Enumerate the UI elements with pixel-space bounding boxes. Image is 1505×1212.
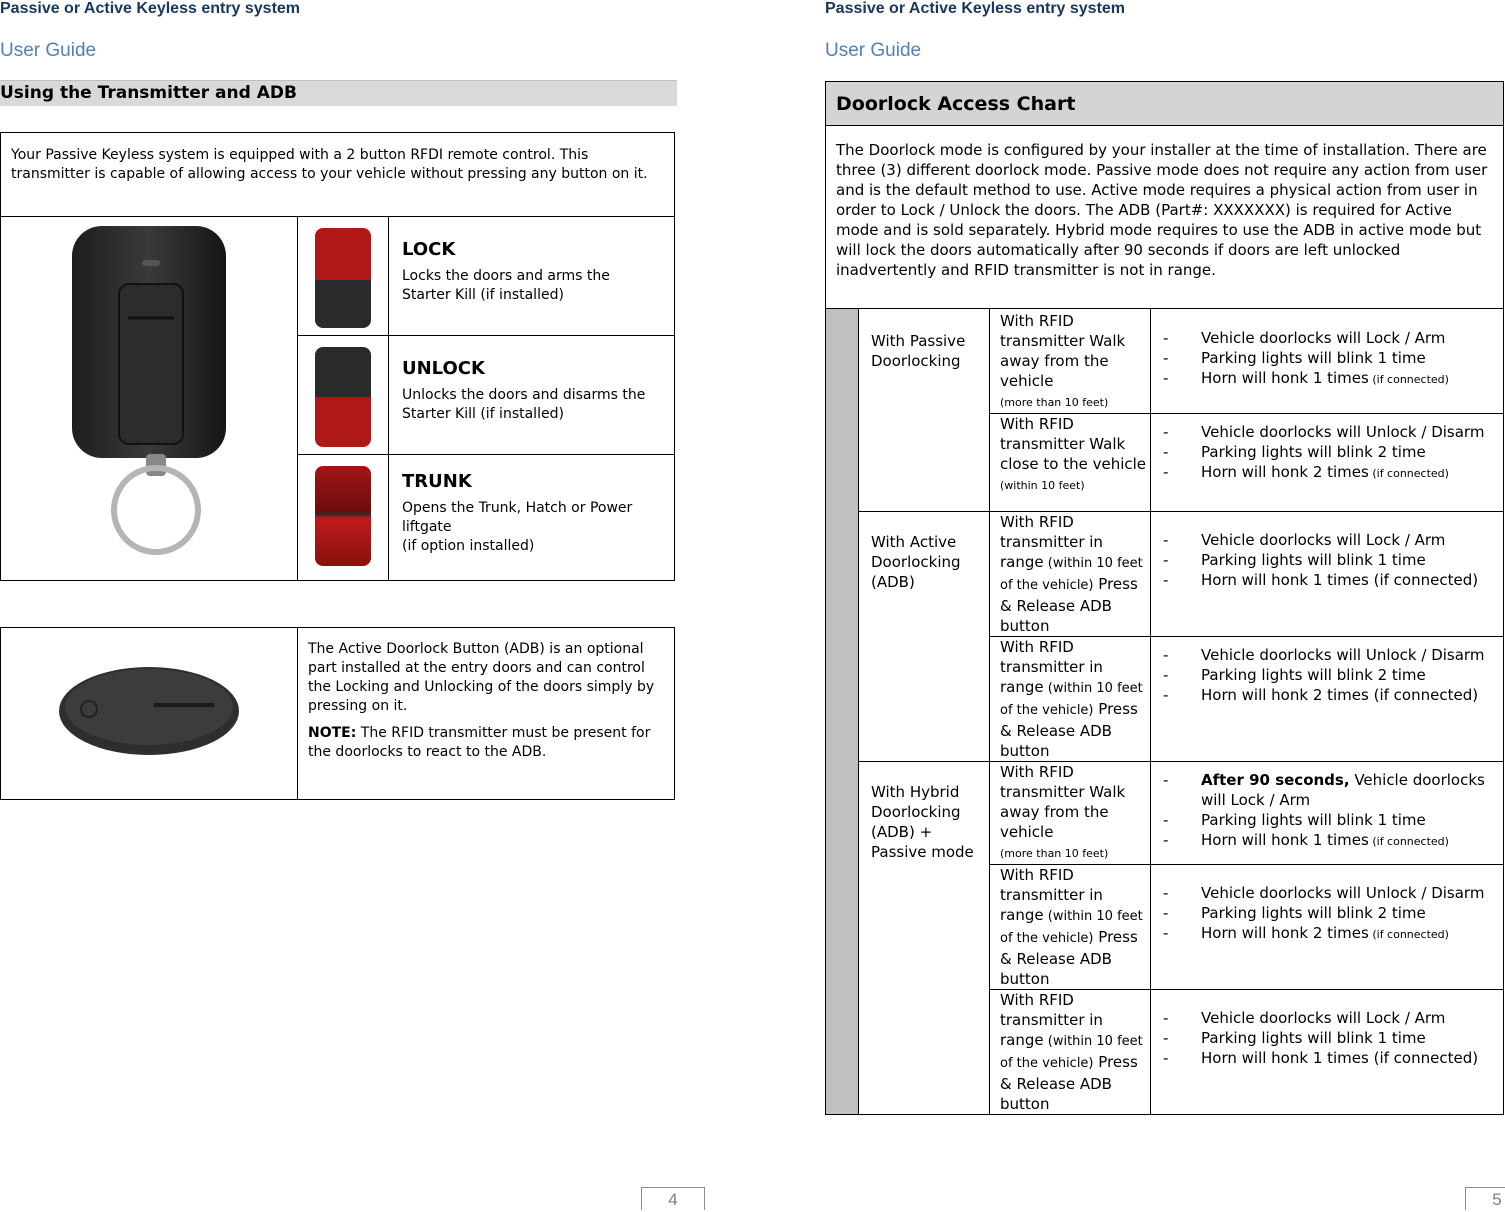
result-item: - Horn will honk 2 times (if connected) (1151, 685, 1499, 705)
key-fob-image (64, 226, 234, 566)
section-title: Using the Transmitter and ADB (0, 80, 677, 106)
mode-hybrid: With Hybrid Doorlocking (ADB) + Passive mode (859, 762, 990, 1115)
adb-description: The Active Doorlock Button (ADB) is an optional part installed at the entry doors and can control the Locking and Unlocking of the doors simply by pressing on it. (308, 641, 655, 714)
result-cell (1151, 512, 1504, 637)
condition-action: Press & Release ADB button (1000, 928, 1138, 988)
condition-action: Press & Release ADB button (1000, 700, 1138, 760)
result-item: - Parking lights will blink 2 time (1151, 665, 1499, 685)
condition-cell (990, 512, 1151, 637)
doorlock-chart (825, 81, 1504, 1115)
condition-cell (990, 309, 1151, 414)
trunk-button-icon (315, 466, 371, 566)
chart-intro: The Doorlock mode is configured by your installer at the time of installation. There are three (3) different doorlock mode. Passive mode does not require any action from user and is the default method to use. Active mode requires a physical action from user in order to Lock / Unlock the doors. The ADB (Part#: XXXXXXX) is required for Active mode and is sold separately. Hybrid mode requires to use the ADB in active mode but will lock the doors automatically after 90 seconds if doors are left unlocked inadvertently and RFID transmitter is not in range. (826, 126, 1504, 309)
condition-cell (990, 865, 1151, 990)
adb-table (0, 627, 675, 800)
mode-active: With Active Doorlocking (ADB) (859, 512, 990, 762)
result-cell (1151, 865, 1504, 990)
result-item: - Horn will honk 1 times (if connected) (1151, 368, 1499, 390)
condition-note: (within 10 feet of the vehicle) (1000, 909, 1143, 946)
result-item: - Horn will honk 1 times (if connected) (1151, 1048, 1499, 1068)
result-item: - Vehicle doorlocks will Lock / Arm (1151, 1008, 1499, 1028)
key-fob-cell (1, 217, 298, 581)
result-item: - Vehicle doorlocks will Unlock / Disarm (1151, 422, 1499, 442)
transmitter-table (0, 132, 675, 581)
intro-text: Your Passive Keyless system is equipped with a 2 button RFDI remote control. This transmitter is capable of allowing access to your vehicle without pressing any button on it. (1, 133, 675, 217)
right-header-title: Passive or Active Keyless entry system (825, 0, 1126, 17)
condition-text: With RFID transmitter Walk away from the vehicle (1000, 763, 1126, 841)
condition-note: (within 10 feet of the vehicle) (1000, 556, 1143, 593)
condition-note: (within 10 feet of the vehicle) (1000, 1034, 1143, 1071)
result-item: - Parking lights will blink 1 time (1151, 1028, 1499, 1048)
adb-note-label: NOTE: (308, 725, 357, 741)
condition-note: (more than 10 feet) (1000, 847, 1109, 860)
result-item: - Vehicle doorlocks will Unlock / Disarm (1151, 645, 1499, 665)
adb-button-image (54, 661, 244, 761)
adb-note (308, 724, 664, 762)
lock-desc-cell (389, 217, 675, 336)
result-cell (1151, 762, 1504, 865)
condition-cell (990, 762, 1151, 865)
condition-cell (990, 990, 1151, 1115)
result-item: - Horn will honk 1 times (if connected) (1151, 830, 1499, 852)
condition-text: With RFID transmitter in range (1000, 638, 1103, 696)
condition-text: With RFID transmitter in range (1000, 991, 1103, 1049)
result-item: - Parking lights will blink 2 time (1151, 442, 1499, 462)
condition-action: Press & Release ADB button (1000, 575, 1138, 635)
unlock-title: UNLOCK (402, 358, 485, 379)
result-cell (1151, 637, 1504, 762)
condition-cell (990, 414, 1151, 512)
result-item: - Horn will honk 1 times (if connected) (1151, 570, 1499, 590)
result-item: - Parking lights will blink 1 time (1151, 550, 1499, 570)
adb-image-cell (1, 628, 298, 800)
unlock-button-icon (315, 347, 371, 447)
condition-text: With RFID transmitter Walk close to the vehicle (1000, 415, 1147, 473)
trunk-button-cell (298, 455, 389, 581)
result-cell (1151, 414, 1504, 512)
result-item: - After 90 seconds, Vehicle doorlocks will Lock / Arm (1151, 770, 1499, 810)
right-header-subtitle: User Guide (825, 40, 922, 61)
result-item: - Parking lights will blink 1 time (1151, 810, 1499, 830)
left-header-title: Passive or Active Keyless entry system (0, 0, 301, 17)
lock-button-icon (315, 228, 371, 328)
trunk-desc-note: (if option installed) (402, 538, 535, 554)
result-item: - Parking lights will blink 2 time (1151, 903, 1499, 923)
mode-passive: With Passive Doorlocking (859, 309, 990, 512)
result-item: - Parking lights will blink 1 time (1151, 348, 1499, 368)
trunk-desc-cell (389, 455, 675, 581)
adb-note-text: The RFID transmitter must be present for the doorlocks to react to the ADB. (308, 725, 651, 760)
right-page (825, 0, 1505, 1209)
lock-title: LOCK (402, 239, 456, 260)
lock-button-cell (298, 217, 389, 336)
trunk-title: TRUNK (402, 471, 472, 492)
chart-side-strip (826, 309, 859, 1115)
chart-title: Doorlock Access Chart (826, 82, 1504, 126)
left-page (0, 0, 700, 1209)
result-cell (1151, 309, 1504, 414)
condition-note: (more than 10 feet) (1000, 396, 1109, 409)
page-number-right: 5 (1465, 1187, 1505, 1210)
result-item: - Vehicle doorlocks will Lock / Arm (1151, 328, 1499, 348)
unlock-desc-cell (389, 336, 675, 455)
condition-note: (within 10 feet) (1000, 479, 1085, 492)
condition-action: Press & Release ADB button (1000, 1053, 1138, 1113)
lock-desc: Locks the doors and arms the Starter Kill (if installed) (402, 268, 610, 303)
result-item: - Vehicle doorlocks will Unlock / Disarm (1151, 883, 1499, 903)
condition-cell (990, 637, 1151, 762)
condition-text: With RFID transmitter in range (1000, 866, 1103, 924)
unlock-desc: Unlocks the doors and disarms the Starter Kill (if installed) (402, 387, 646, 422)
trunk-desc: Opens the Trunk, Hatch or Power liftgate (402, 500, 633, 535)
left-header-subtitle: User Guide (0, 40, 97, 61)
unlock-button-cell (298, 336, 389, 455)
result-item: - Horn will honk 2 times (if connected) (1151, 923, 1499, 945)
page-number-left: 4 (641, 1187, 705, 1210)
condition-note: (within 10 feet of the vehicle) (1000, 681, 1143, 718)
result-item: - Horn will honk 2 times (if connected) (1151, 462, 1499, 484)
condition-text: With RFID transmitter in range (1000, 513, 1103, 571)
adb-text-cell (298, 628, 675, 800)
condition-text: With RFID transmitter Walk away from the vehicle (1000, 312, 1126, 390)
result-item: - Vehicle doorlocks will Lock / Arm (1151, 530, 1499, 550)
result-cell (1151, 990, 1504, 1115)
